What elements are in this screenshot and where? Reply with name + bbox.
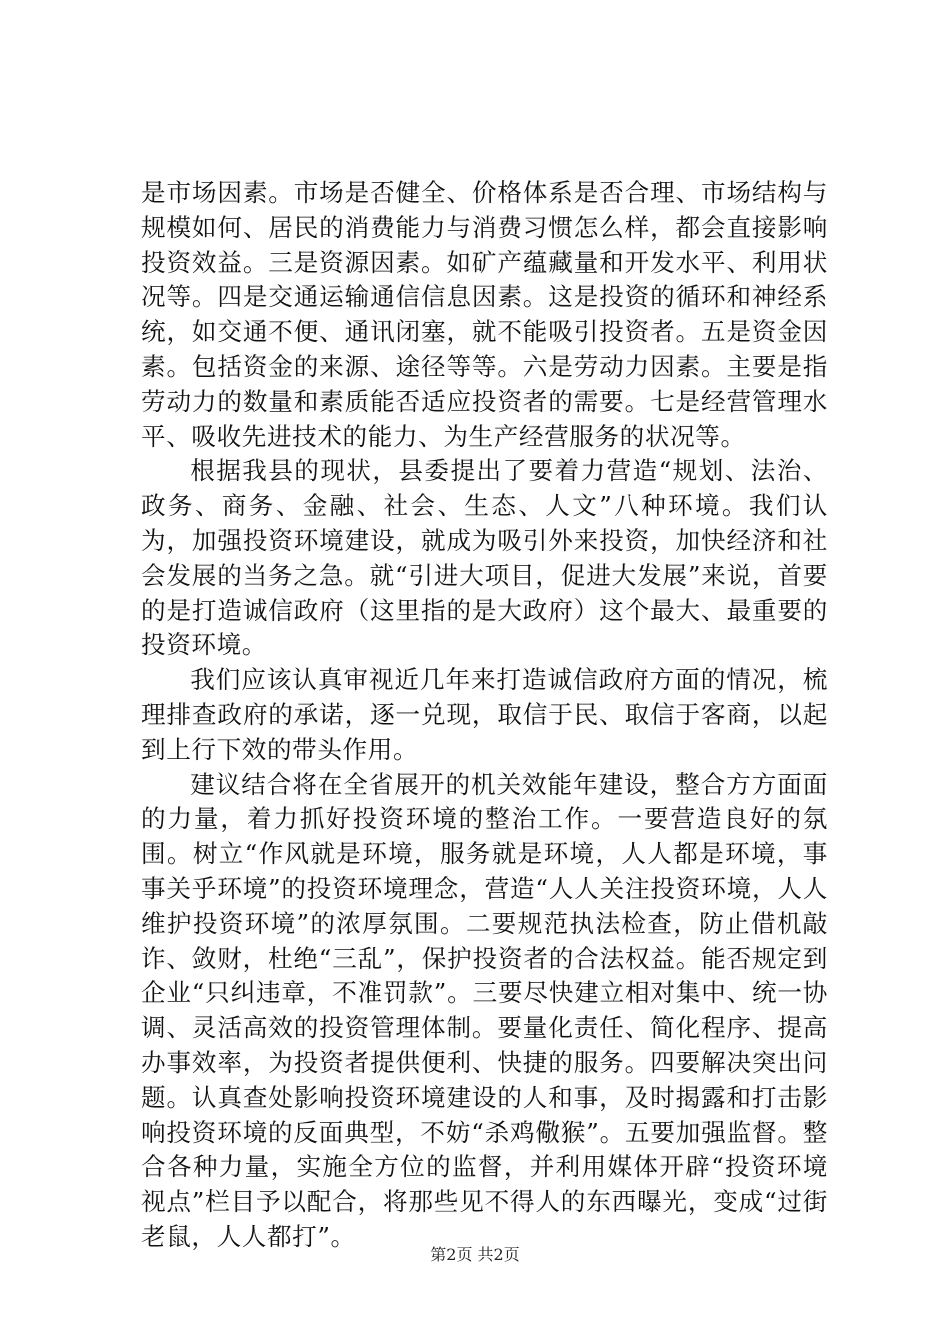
paragraph-1: 是市场因素。市场是否健全、价格体系是否合理、市场结构与规模如何、居民的消费能力与消费习惯怎么样，都会直接影响投资效益。三是资源因素。如矿产蕴藏量和开发水平、利用状况等。四是交通运输通信信息因素。这是投资的循环和神经系统，如交通不便、通讯闭塞，就不能吸引投资者。五是资金因素。包括资金的来源、途径等等。六是劳动力因素。主要是指劳动力的数量和素质能否适应投资者的需要。七是经营管理水平、吸收先进技术的能力、为生产经营服务的状况等。	[141, 178, 828, 451]
paragraph-4: 建议结合将在全省展开的机关效能年建设，整合方方面面的力量，着力抓好投资环境的整治工作。一要营造良好的氛围。树立“作风就是环境，服务就是环境，人人都是环境，事事关乎环境”的投资环境理念，营造“人人关注投资环境，人人维护投资环境”的浓厚氛围。二要规范执法检查，防止借机敲诈、敛财，杜绝“三乱”，保护投资者的合法权益。能否规定到企业“只纠违章，不准罚款”。三要尽快建立相对集中、统一协调、灵活高效的投资管理体制。要量化责任、简化程序、提高办事效率，为投资者提供便利、快捷的服务。四要解决突出问题。认真查处影响投资环境建设的人和事，及时揭露和打击影响投资环境的反面典型，不妨“杀鸡儆猴”。五要加强监督。整合各种力量，实施全方位的监督，并利用媒体开辟“投资环境视点”栏目予以配合，将那些见不得人的东西曝光，变成“过街老鼠，人人都打”。	[141, 769, 828, 1251]
page-footer: 第2页 共2页	[430, 1245, 520, 1264]
document-body	[141, 176, 828, 1255]
paragraph-2: 根据我县的现状，县委提出了要着力营造“规划、法治、政务、商务、金融、社会、生态、人文”八种环境。我们认为，加强投资环境建设，就成为吸引外来投资，加快经济和社会发展的当务之急。就“引进大项目，促进大发展”来说，首要的是打造诚信政府（这里指的是大政府）这个最大、最重要的投资环境。	[141, 456, 828, 660]
paragraph-3: 我们应该认真审视近几年来打造诚信政府方面的情况，梳理排查政府的承诺，逐一兑现，取信于民、取信于客商，以起到上行下效的带头作用。	[141, 665, 828, 764]
